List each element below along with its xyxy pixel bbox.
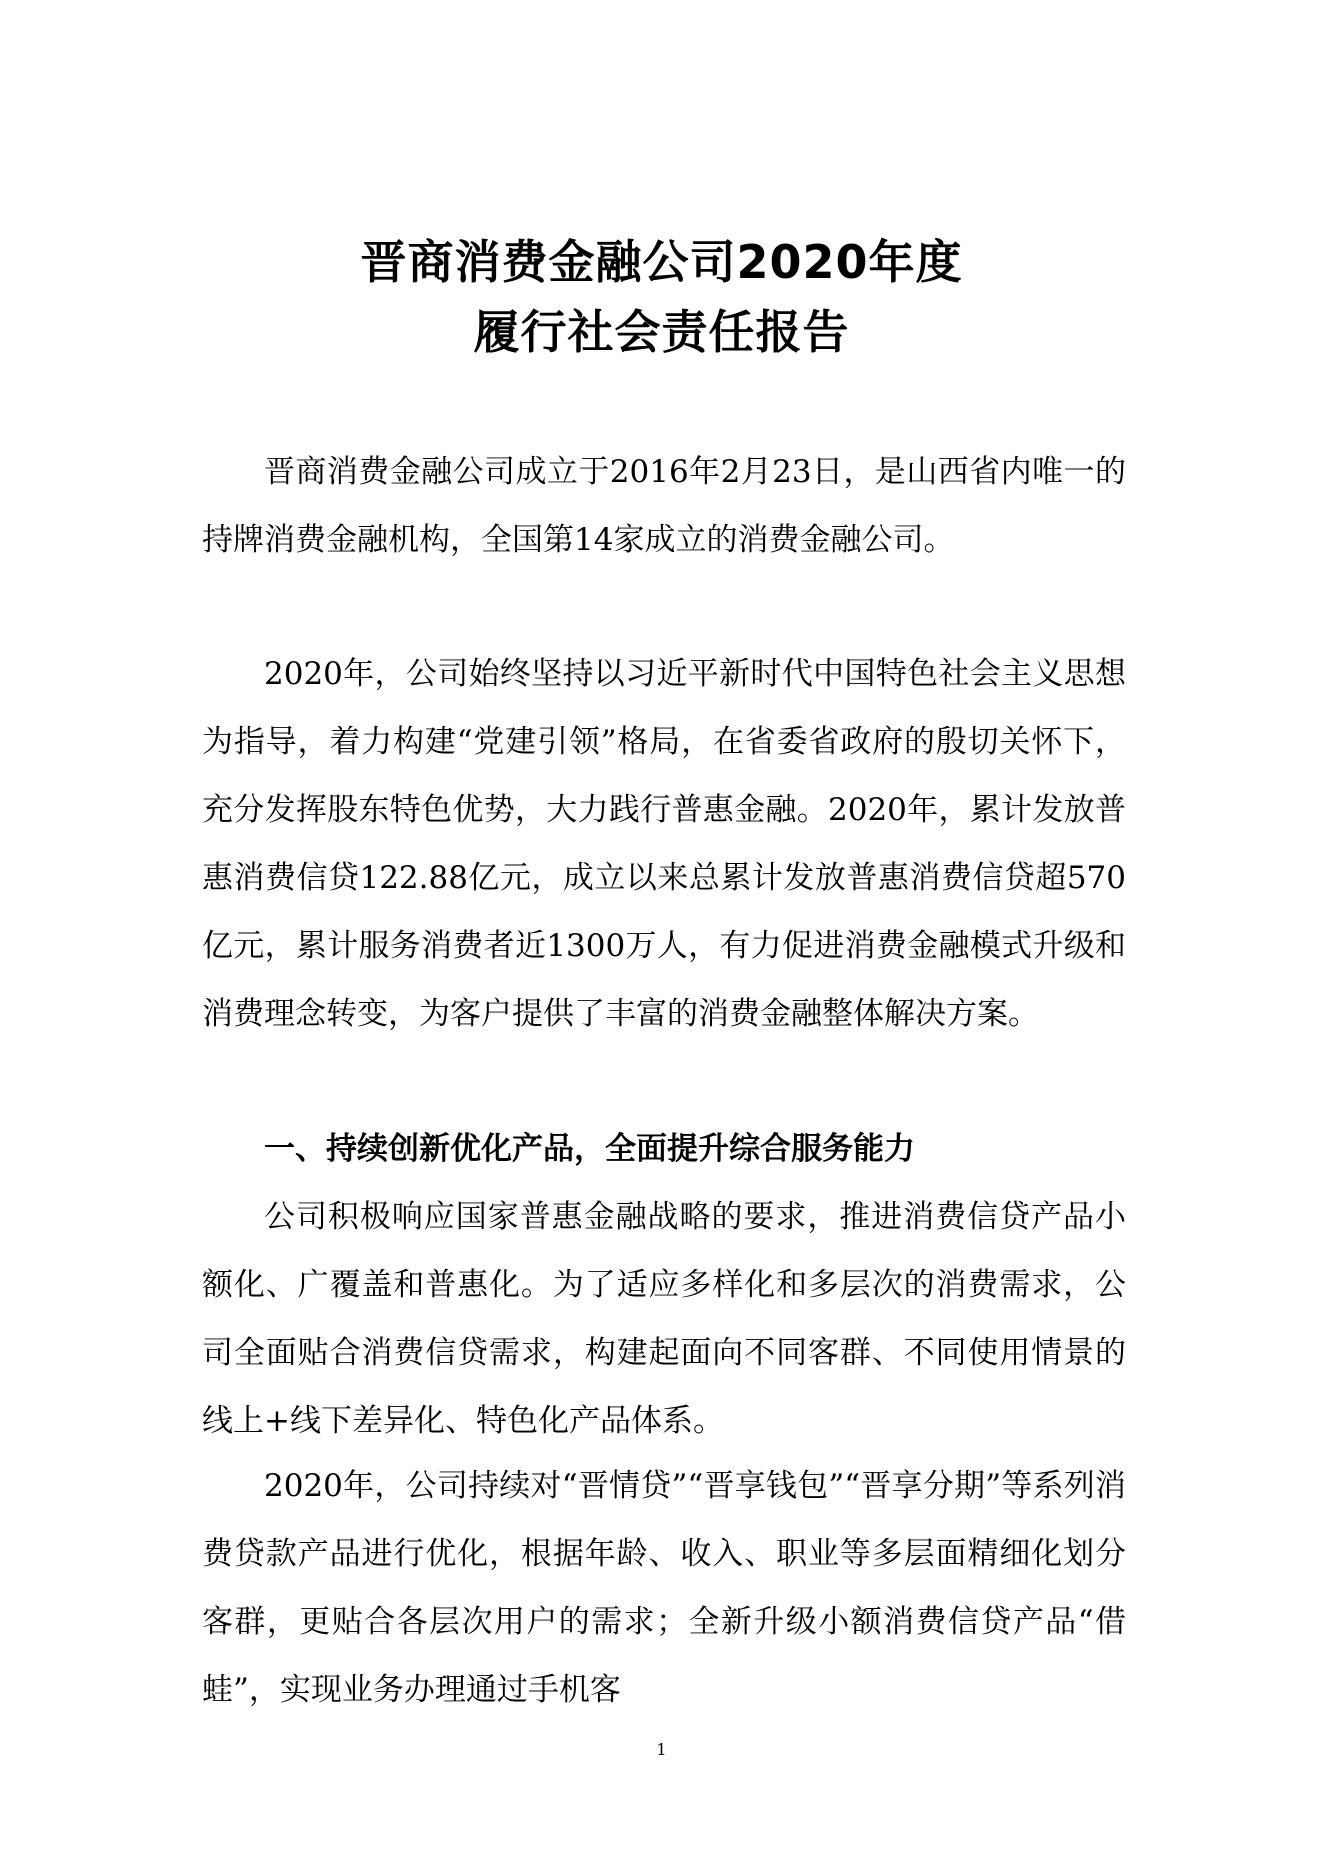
section-heading: 一、持续创新优化产品，全面提升综合服务能力 [264, 1131, 915, 1167]
document-title-line-1: 晋商消费金融公司2020年度 [360, 235, 963, 289]
section-paragraph-1: 公司积极响应国家普惠金融战略的要求，推进消费信贷产品小额化、广覆盖和普惠化。为了适应多样化和多层次的消费需求，公司全面贴合消费信贷需求，构建起面向不同客群、不同使用情景的线上+线下差异化、特色化产品体系。 [202, 1199, 1126, 1439]
document-title-line-2: 履行社会责任报告 [473, 305, 850, 359]
section-paragraph-2: 2020年，公司持续对“晋情贷”“晋享钱包”“晋享分期”等系列消费贷款产品进行优化，根据年龄、收入、职业等多层面精细化划分客群，更贴合各层次用户的需求；全新升级小额消费信贷产品“借蛙”，实现业务办理通过手机客 [202, 1468, 1126, 1708]
summary-paragraph: 2020年，公司始终坚持以习近平新时代中国特色社会主义思想为指导，着力构建“党建引领”格局，在省委省政府的殷切关怀下，充分发挥股东特色优势，大力践行普惠金融。2020年，累计发放普惠消费信贷122.88亿元，成立以来总累计发放普惠消费信贷超570亿元，累计服务消费者近1300万人，有力促进消费金融模式升级和消费理念转变，为客户提供了丰富的消费金融整体解决方案。 [202, 656, 1126, 1032]
page-number: 1 [656, 1740, 667, 1759]
intro-paragraph: 晋商消费金融公司成立于2016年2月23日，是山西省内唯一的持牌消费金融机构，全国第14家成立的消费金融公司。 [202, 454, 1126, 558]
